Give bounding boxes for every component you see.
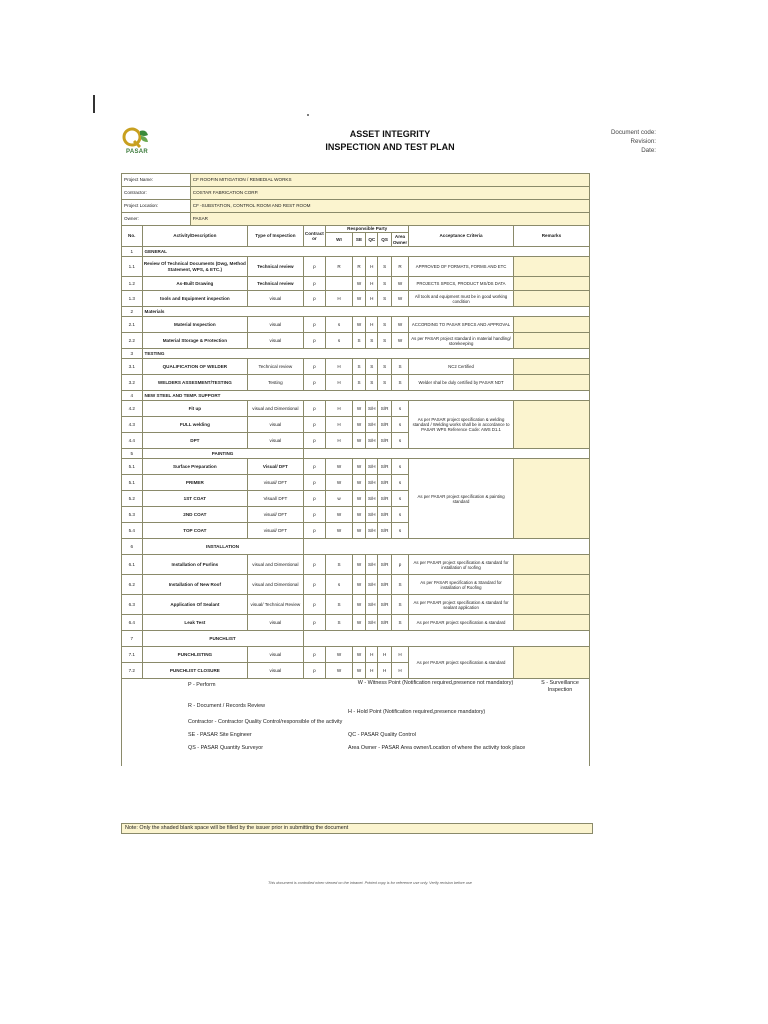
table-row: 2.1 Material Inspection visual p s W H S W ACCORDING TO PASAR SPECS AND APPROVAL (122, 317, 590, 333)
table-row: 7.1 PUNCHLISTING visual p W W H H H As per PASAR project specification & standard (122, 647, 590, 663)
legend-witness: W - Witness Point (Notification required,presence not mandatory) (357, 680, 514, 686)
table-row: 4.3 FULL welding visual p H W S/H S/R s (122, 417, 590, 433)
table-row: 6.4 Leak Test visual p S W S/H S/R S As per PASAR project specification & standard (122, 615, 590, 631)
table-row: 1.3 tools and Equipment inspection visual p H W H S W All tools and equipment must be in good working condition (122, 291, 590, 307)
table-header: No. Activity/Description Type of Inspection Contract or Responsible Party Acceptance Criteria Remarks (122, 226, 590, 233)
table-row: 6.1 Installation of Purlins visual and Dimentional p S W S/H S/R p As per PASAR project specification & standard for installation of roofing (122, 555, 590, 575)
project-row: Contractor: COSTAR FABRICATION CORP. (122, 187, 590, 200)
table-row: 7.2 PUNCHLIST CLOSURE visual p W W H H H (122, 663, 590, 679)
section-row: 3 TESTING (122, 349, 590, 359)
section-row: 2 Materials (122, 307, 590, 317)
legend-area-owner: Area Owner - PASAR Area owner/Location of where the activity took place (348, 745, 526, 751)
section-row: 1 GENERAL (122, 247, 590, 257)
table-row: 1.1 Review Of Technical Documents (Dwg, Method Statement, WPS, & ETC.) Technical review p R R H S R APPROVED OF FORMATS, FORMS AND ETC (122, 257, 590, 277)
scan-speck (307, 114, 309, 116)
project-row: Project Location: CF -SUBSTATION, CONTROL ROOM AND REST ROOM (122, 200, 590, 213)
legend (122, 679, 589, 766)
table-row: 3.1 QUALIFICATION OF WELDER Technical review p H S S S S NC2 Certified (122, 359, 590, 375)
legend-row (122, 679, 590, 767)
project-row: Owner: PASAR (122, 213, 590, 226)
section-row: 5 PAINTING (122, 449, 590, 459)
table-row: 5.2 1ST COAT Visual/ DFT p w W S/H S/R s (122, 491, 590, 507)
table-row: 5.3 2ND COAT visual/ DFT p W W S/H S/R s (122, 507, 590, 523)
section-row: 6 INSTALLATION (122, 539, 590, 555)
itp-table (121, 173, 590, 766)
scan-edge-mark (93, 95, 95, 113)
footer-disclaimer: This document is controlled when viewed on the intranet. Printed copy is for reference use only. Verify revision before use (268, 881, 472, 885)
table-header-sub: WI SE QC QS Area Owner (122, 233, 590, 247)
logo-text: PASAR (126, 149, 149, 155)
section-row: 7 PUNCHLIST (122, 631, 590, 647)
legend-surveillance: S - Surveillance Inspection (541, 680, 579, 693)
table-row: 6.2 Installation of New Roof visual and Dimentional p s W S/H S/R S As per PASAR specification & Standard for installation of Roofing (122, 575, 590, 595)
table-row: 6.3 Application Of Sealant visual/ Technical Review p S W S/H S/R S As per PASAR project specification & standard for sealant application (122, 595, 590, 615)
legend-contractor: Contractor - Contractor Quality Control/responsible of the activity (188, 719, 343, 725)
table-row: 4.2 Fit up visual and Dimentional p H W S/H S/R s As per PASAR project specification & welding standard / Welding works shall be in accordance to PASAR WPS Reference Code: AWS D1.1 (122, 401, 590, 417)
table-row: 2.2 Material Storage & Protection visual p s S S S W As per PASAR project standard in material handling/ storekeeping (122, 333, 590, 349)
note-bar: Note: Only the shaded blank space will be filled by the issuer prior in submitting the document (121, 823, 593, 834)
table-row: 3.2 WELDERS ASSESMENT/TESTING Testing p H S S S S Welder shal be duly certified by PASAR NDT (122, 375, 590, 391)
table-row: 1.2 As-Built Drawing Technical review p W H S W PROJECTS SPECS, PRODUCT MS/DS DATA (122, 277, 590, 291)
table-row: 5.1 PRIMER visual/ DFT p W W S/H S/R s (122, 475, 590, 491)
legend-review: R - Document / Records Review (188, 703, 265, 709)
table-row: 5.4 TOP COAT visual/ DFT p W W S/H S/R s (122, 523, 590, 539)
table-row: 5.1 Surface Preparation Visual/ DFT p W W S/H S/R s As per PASAR project specification & painting standard (122, 459, 590, 475)
section-row: 4 NEW STEEL AND TEMP. SUPPORT (122, 391, 590, 401)
legend-site-engineer: SE - PASAR Site Engineer (188, 732, 252, 738)
project-row: Project Name: CF ROOFIN MITIGATION / REMEDIAL WORKS (122, 174, 590, 187)
document-title: ASSET INTEGRITY INSPECTION AND TEST PLAN (325, 129, 455, 152)
legend-hold: H - Hold Point (Notification required,presence mandatory) (348, 709, 486, 715)
legend-quantity-surveyor: QS - PASAR Quantity Surveyor (188, 745, 264, 751)
document-meta: Document code: Revision: Date: (610, 129, 656, 154)
legend-quality-control: QC - PASAR Quality Control (348, 732, 416, 738)
table-row: 4.4 DPT visual p H W S/H S/R s (122, 433, 590, 449)
legend-perform: P - Perform (188, 682, 216, 688)
